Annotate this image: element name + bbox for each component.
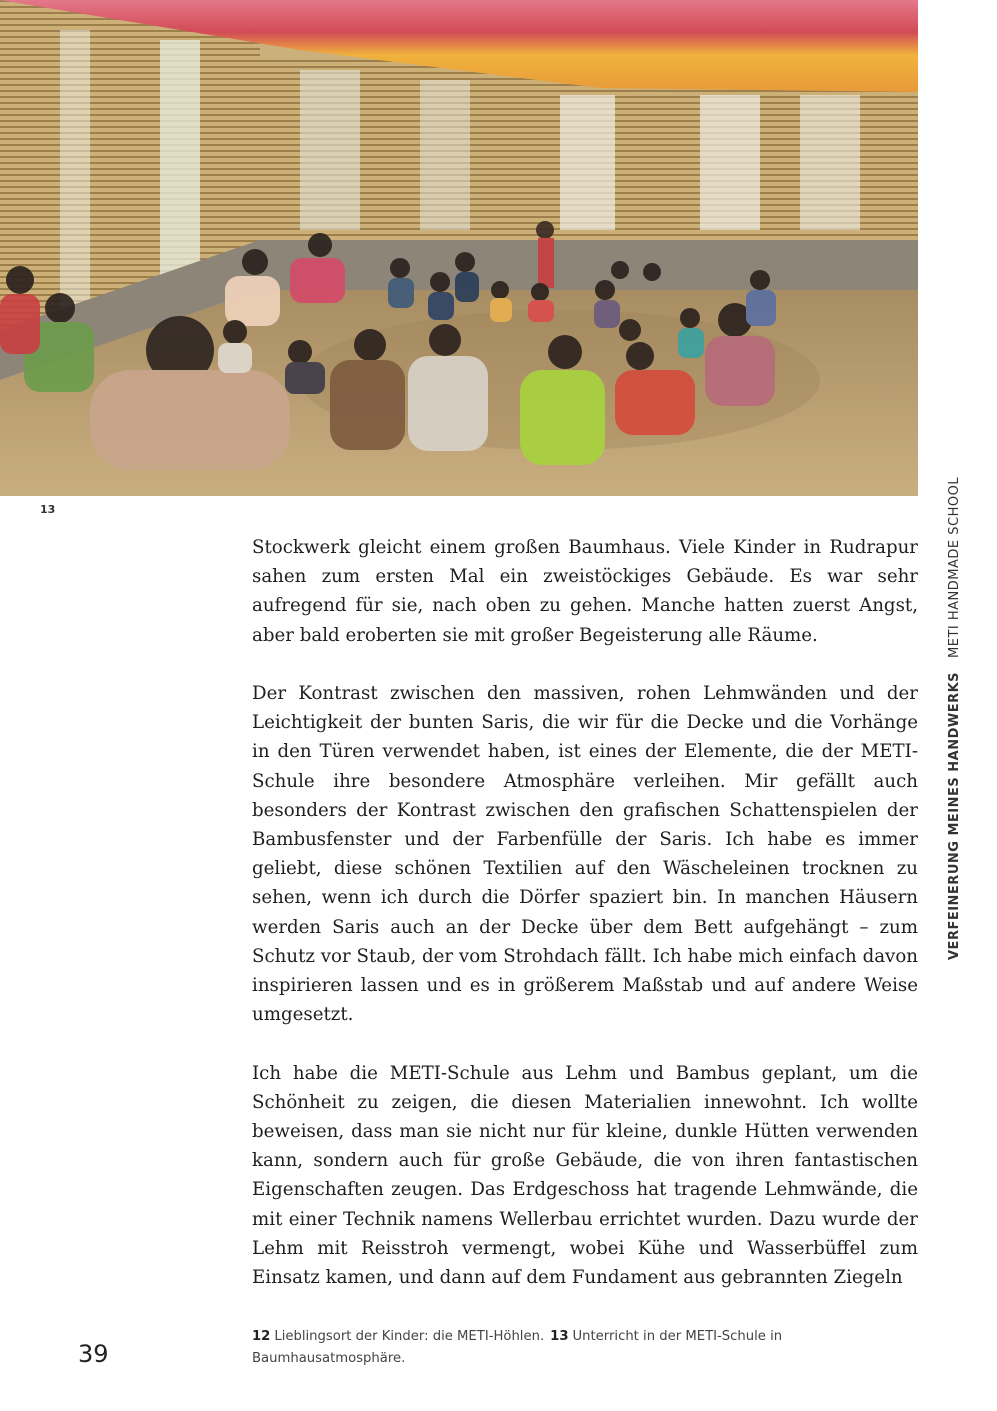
running-head-subsection: METI HANDMADE SCHOOL bbox=[947, 476, 962, 658]
caption-number: 12 bbox=[252, 1329, 271, 1344]
running-head-section: VERFEINERUNG MEINES HANDWERKS bbox=[947, 671, 962, 960]
paragraph: Ich habe die METI-Schule aus Lehm und Bambus geplant, um die Schönheit zu zeigen, die diesen Materialien innewohnt. Ich wollte beweisen, dass man sie nicht nur für kleine, dunkle Hütten verwenden kann, sondern auch für große Gebäude, die von ihren fantastischen Eigenschaften zeugen. Das Erdgeschoss hat tragende Lehmwände, die mit einer Technik namens Wellerbau errichtet wurden. Dazu wurde der Lehm mit Reisstroh vermengt, wobei Kühe und Wasserbüffel zum Einsatz kamen, und dann auf dem Fundament aus gebrannten Ziegeln bbox=[252, 1062, 918, 1289]
caption-text: Unterricht in der METI-Schule in Baumhausatmosphäre. bbox=[252, 1329, 783, 1366]
running-head bbox=[947, 477, 962, 960]
caption-number: 13 bbox=[550, 1329, 569, 1344]
paragraph: Stockwerk gleicht einem großen Baumhaus. Viele Kinder in Rudrapur sahen zum ersten Mal ein zweistöckiges Gebäude. Es war sehr aufregend für sie, nach oben zu gehen. Manche hatten zuerst Angst, aber bald eroberten sie mit großer Begeisterung alle Räume. bbox=[252, 537, 918, 646]
body-text bbox=[252, 533, 918, 1321]
page-number: 39 bbox=[78, 1340, 109, 1368]
figure-caption bbox=[252, 1326, 892, 1370]
paragraph: Der Kontrast zwischen den massiven, rohen Lehmwänden und der Leichtigkeit der bunten Saris, die wir für die Decke und die Vorhänge in den Türen verwendet haben, ist eines der Elemente, die der METI-Schule ihre besondere Atmosphäre verleihen. Mir gefällt auch besonders der Kontrast zwischen den grafischen Schattenspielen der Bambusfenster und der Farbenfülle der Saris. Ich habe es immer geliebt, diese schönen Textilien auf den Wäscheleinen trocknen zu sehen, wenn ich durch die Dörfer spaziert bin. In manchen Häusern werden Saris auch an der Decke über dem Bett aufgehängt – zum Schutz vor Staub, der vom Strohdach fällt. Ich habe mich einfach davon inspirieren lassen und es in größerem Maßstab und auf andere Weise umgesetzt. bbox=[252, 683, 918, 1026]
caption-text: Lieblingsort der Kinder: die METI-Höhlen. bbox=[274, 1329, 545, 1344]
classroom-photo bbox=[0, 0, 918, 496]
figure-number: 13 bbox=[40, 503, 56, 516]
